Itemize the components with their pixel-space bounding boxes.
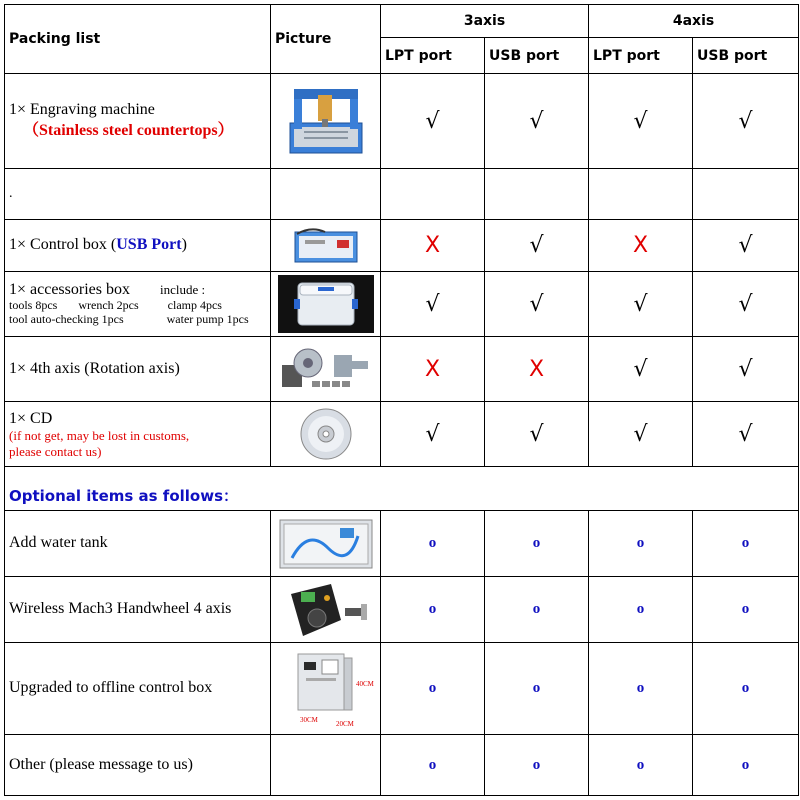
accessories-line-2: [9, 299, 270, 313]
other-4axis-usb: o: [693, 735, 799, 796]
engraving-picture: [271, 74, 381, 169]
control-box-4axis-usb: √: [693, 220, 799, 272]
item-cd: [5, 402, 271, 467]
header-row-1: [5, 5, 799, 38]
other-4axis-lpt: o: [589, 735, 693, 796]
cd-note-1: (if not get, may be lost in customs,: [9, 428, 190, 443]
row-cd: [5, 402, 799, 467]
4th-axis-4axis-lpt: √: [589, 337, 693, 402]
cd-picture: [271, 402, 381, 467]
optional-heading: Optional items as follows：: [5, 467, 799, 511]
engraving-3axis-usb: √: [485, 74, 589, 169]
engraving-title: 1× Engraving machine: [9, 101, 155, 119]
cd-3axis-usb: √: [485, 402, 589, 467]
blank-cell: [485, 169, 589, 220]
water-tank-3axis-lpt: o: [381, 511, 485, 577]
accessories-picture: [271, 272, 381, 337]
4th-axis-3axis-usb: X: [485, 337, 589, 402]
handwheel-3axis-lpt: o: [381, 577, 485, 643]
item-other: Other (please message to us): [5, 735, 271, 796]
control-box-4axis-lpt: X: [589, 220, 693, 272]
blank-dot: .: [5, 169, 271, 220]
blank-cell: [381, 169, 485, 220]
other-3axis-lpt: o: [381, 735, 485, 796]
accessories-line-1: [9, 281, 270, 299]
row-handwheel: [5, 577, 799, 643]
control-box-3axis-usb: √: [485, 220, 589, 272]
accessories-clamp: clamp 4pcs: [167, 298, 222, 313]
handwheel-4axis-lpt: o: [589, 577, 693, 643]
water-tank-image: [278, 518, 374, 570]
4th-axis-picture: [271, 337, 381, 402]
accessories-4axis-lpt: √: [589, 272, 693, 337]
offline-control-box-picture: [271, 643, 381, 735]
cd-3axis-lpt: √: [381, 402, 485, 467]
other-3axis-usb: o: [485, 735, 589, 796]
control-box-title-pre: 1× Control box (: [9, 236, 117, 254]
row-engraving-machine: [5, 74, 799, 169]
control-box-picture: [271, 220, 381, 272]
accessories-line-3: [9, 313, 270, 327]
accessories-autocheck: tool auto-checking 1pcs: [9, 312, 124, 327]
header-3axis-lpt: LPT port: [381, 38, 485, 74]
offline-3axis-usb: o: [485, 643, 589, 735]
packing-list-sheet: [4, 4, 798, 798]
other-picture: [271, 735, 381, 796]
item-control-box: [5, 220, 271, 272]
header-packing-list: Packing list: [5, 5, 271, 74]
blank-cell: [693, 169, 799, 220]
control-box-usb-port: USB Port: [116, 236, 182, 254]
row-offline-control-box: [5, 643, 799, 735]
cd-disc-image: [298, 406, 354, 462]
water-tank-4axis-lpt: o: [589, 511, 693, 577]
blank-cell: [271, 169, 381, 220]
offline-dim-width: 30CM: [299, 715, 318, 724]
accessories-title: 1× accessories box: [9, 281, 130, 298]
header-4axis-lpt: LPT port: [589, 38, 693, 74]
offline-4axis-usb: o: [693, 643, 799, 735]
cd-4axis-usb: √: [693, 402, 799, 467]
handwheel-picture: [271, 577, 381, 643]
item-accessories-box: [5, 272, 271, 337]
engraving-4axis-lpt: √: [589, 74, 693, 169]
handwheel-4axis-usb: o: [693, 577, 799, 643]
4th-axis-3axis-lpt: X: [381, 337, 485, 402]
offline-control-box-image: [278, 646, 374, 732]
accessories-3axis-usb: √: [485, 272, 589, 337]
control-box-title-post: ): [181, 236, 187, 254]
header-4axis-usb: USB port: [693, 38, 799, 74]
4th-axis-4axis-usb: √: [693, 337, 799, 402]
engraving-subtitle: （Stainless steel countertops）: [23, 122, 234, 139]
cnc-machine-image: [284, 81, 368, 161]
accessories-4axis-usb: √: [693, 272, 799, 337]
header-picture: Picture: [271, 5, 381, 74]
row-accessories-box: [5, 272, 799, 337]
water-tank-picture: [271, 511, 381, 577]
offline-4axis-lpt: o: [589, 643, 693, 735]
packing-list-table: [4, 4, 799, 796]
item-engraving-machine: [5, 74, 271, 169]
engraving-3axis-lpt: √: [381, 74, 485, 169]
control-box-image: [291, 226, 361, 266]
item-offline-control-box: Upgraded to offline control box: [5, 643, 271, 735]
control-box-3axis-lpt: X: [381, 220, 485, 272]
cd-title: 1× CD: [9, 409, 53, 427]
row-optional-heading: [5, 467, 799, 511]
row-control-box: [5, 220, 799, 272]
accessories-box-image: [278, 275, 374, 333]
offline-dim-depth: 20CM: [335, 719, 354, 728]
offline-3axis-lpt: o: [381, 643, 485, 735]
accessories-tools: tools 8pcs: [9, 298, 58, 313]
accessories-include: include :: [159, 282, 206, 297]
handwheel-3axis-usb: o: [485, 577, 589, 643]
item-4th-axis: 1× 4th axis (Rotation axis): [5, 337, 271, 402]
blank-cell: [589, 169, 693, 220]
accessories-pump: water pump 1pcs: [166, 312, 249, 327]
engraving-4axis-usb: √: [693, 74, 799, 169]
accessories-3axis-lpt: √: [381, 272, 485, 337]
row-4th-axis: [5, 337, 799, 402]
rotation-axis-image: [278, 341, 374, 397]
row-other: [5, 735, 799, 796]
handwheel-image: [281, 580, 371, 640]
cd-4axis-lpt: √: [589, 402, 693, 467]
header-3axis: 3axis: [381, 5, 589, 38]
offline-dim-height: 40CM: [355, 679, 374, 688]
header-3axis-usb: USB port: [485, 38, 589, 74]
row-blank: [5, 169, 799, 220]
water-tank-3axis-usb: o: [485, 511, 589, 577]
item-handwheel: Wireless Mach3 Handwheel 4 axis: [5, 577, 271, 643]
accessories-wrench: wrench 2pcs: [78, 298, 139, 313]
header-4axis: 4axis: [589, 5, 799, 38]
row-water-tank: [5, 511, 799, 577]
item-water-tank: Add water tank: [5, 511, 271, 577]
cd-note-2: please contact us): [9, 443, 102, 459]
water-tank-4axis-usb: o: [693, 511, 799, 577]
